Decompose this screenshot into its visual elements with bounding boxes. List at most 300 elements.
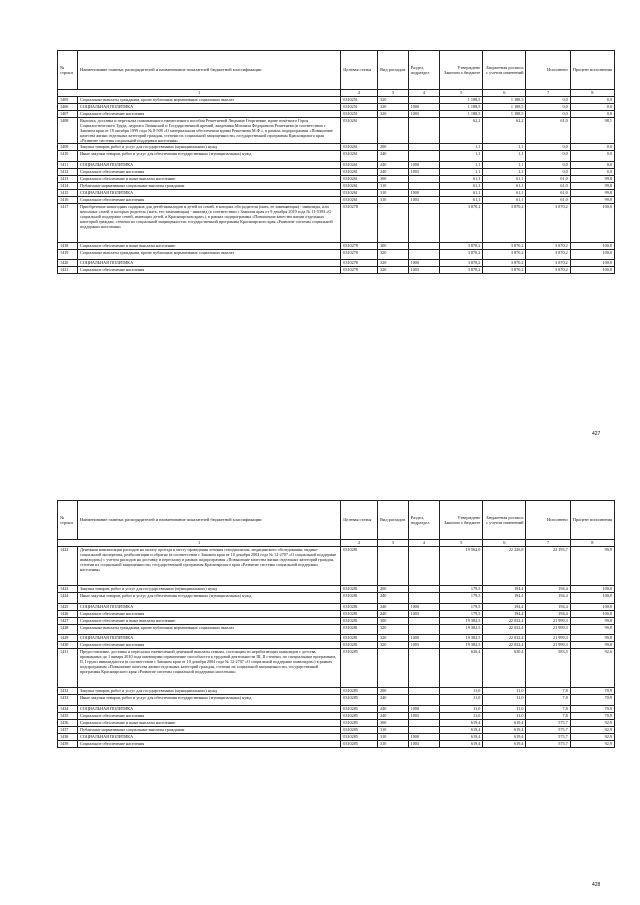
row-name: Социальное обеспечение населения xyxy=(78,197,341,204)
row-target-article: 0310278 xyxy=(341,204,378,243)
row-name: Иные закупки товаров, работ и услуг для обеспечения государственных (муниципальных) нужд xyxy=(78,695,341,706)
row-expense-type: 240 xyxy=(378,611,409,618)
table-row xyxy=(58,162,615,169)
row-approved: 1,1 xyxy=(440,151,483,162)
row-percent: 99,8 xyxy=(570,635,614,642)
row-number: 1434 xyxy=(58,706,78,713)
row-section xyxy=(408,586,440,593)
row-section: 1003 xyxy=(408,267,440,274)
row-number: 1439 xyxy=(58,741,78,748)
row-budget-list: 11,0 xyxy=(483,713,526,720)
row-executed: 3 870,2 xyxy=(526,250,570,260)
row-budget-list: 1 188,5 xyxy=(483,97,526,104)
row-percent: 100,0 xyxy=(570,611,614,618)
row-expense-type: 320 xyxy=(378,635,409,642)
row-section xyxy=(408,97,440,104)
row-name: Социальное обеспечение населения xyxy=(78,169,341,176)
row-expense-type: 240 xyxy=(378,151,409,162)
row-section xyxy=(408,625,440,635)
row-expense-type: 320 xyxy=(378,97,409,104)
row-target-article: 0310278 xyxy=(341,243,378,250)
row-budget-list: 3 870,2 xyxy=(483,260,526,267)
table-row xyxy=(58,688,615,695)
row-number: 1429 xyxy=(58,635,78,642)
row-number: 1428 xyxy=(58,625,78,635)
row-approved: 19 382,5 xyxy=(440,625,483,635)
row-approved: 179,5 xyxy=(440,593,483,604)
row-name: Социальное обеспечение и иные выплаты населению xyxy=(78,618,341,625)
table-row xyxy=(58,642,615,649)
table-row xyxy=(58,695,615,706)
colnum: 1 xyxy=(58,90,341,97)
row-section xyxy=(408,151,440,162)
row-target-article: 0310285 xyxy=(341,695,378,706)
row-percent: 100,0 xyxy=(570,243,614,250)
row-executed: 7,8 xyxy=(526,688,570,695)
table-row xyxy=(58,144,615,151)
row-name: Иные закупки товаров, работ и услуг для обеспечения государственных (муниципальных) нужд xyxy=(78,151,341,162)
row-target-article: 0310261 xyxy=(341,197,378,204)
colnum: 1 xyxy=(58,540,341,547)
row-approved: 61,1 xyxy=(440,176,483,183)
row-target-article: 0310281 xyxy=(341,642,378,649)
row-percent: 70,9 xyxy=(570,713,614,720)
row-name: Социальное обеспечение и иные выплаты населению xyxy=(78,243,341,250)
row-expense-type xyxy=(378,118,409,144)
page-number: 427 xyxy=(592,431,601,437)
row-number: 1424 xyxy=(58,593,78,604)
row-budget-list: 619,4 xyxy=(483,734,526,741)
row-executed: 194,4 xyxy=(526,586,570,593)
row-number: 1422 xyxy=(58,547,78,586)
row-target-article: 0310261 xyxy=(341,162,378,169)
row-target-article: 0310278 xyxy=(341,250,378,260)
row-number: 1416 xyxy=(58,197,78,204)
row-section: 1000 xyxy=(408,190,440,197)
row-target-article: 0310261 xyxy=(341,169,378,176)
row-number: 1417 xyxy=(58,204,78,243)
row-target-article: 0310285 xyxy=(341,741,378,748)
row-percent: 99,8 xyxy=(570,190,614,197)
row-executed: 61,0 xyxy=(526,118,570,144)
row-budget-list: 194,4 xyxy=(483,586,526,593)
row-expense-type: 320 xyxy=(378,260,409,267)
table-row xyxy=(58,649,615,688)
row-target-article: 0310285 xyxy=(341,727,378,734)
header-no: № строки xyxy=(58,51,78,90)
colnum: 5 xyxy=(440,90,483,97)
row-budget-list: 630,4 xyxy=(483,649,526,688)
row-number: 1405 xyxy=(58,97,78,104)
column-number-row xyxy=(58,540,615,547)
row-section xyxy=(408,720,440,727)
row-budget-list: 61,1 xyxy=(483,183,526,190)
row-name: Закупка товаров, работ и услуг для государственных (муниципальных) нужд xyxy=(78,688,341,695)
header-rz: Раздел, подраздел xyxy=(408,501,440,540)
row-budget-list: 3 870,2 xyxy=(483,204,526,243)
row-expense-type: 310 xyxy=(378,741,409,748)
row-expense-type: 300 xyxy=(378,176,409,183)
page-number: 428 xyxy=(592,882,601,888)
row-budget-list: 1 188,5 xyxy=(483,104,526,111)
row-expense-type: 200 xyxy=(378,688,409,695)
row-section xyxy=(408,118,440,144)
row-percent: 100,0 xyxy=(570,593,614,604)
header-code: Целевая статья xyxy=(341,501,378,540)
row-percent: 99,8 xyxy=(570,183,614,190)
row-percent: 0,0 xyxy=(570,144,614,151)
row-name: Социальные выплаты гражданам, кроме публичных нормативных социальных выплат xyxy=(78,625,341,635)
row-approved: 1,1 xyxy=(440,144,483,151)
row-target-article: 0310261 xyxy=(341,190,378,197)
row-number: 1425 xyxy=(58,604,78,611)
table-row xyxy=(58,625,615,635)
row-number: 1431 xyxy=(58,649,78,688)
header-rospis: Бюджетная роспись с учетом изменений xyxy=(483,51,526,90)
table-row xyxy=(58,197,615,204)
table-row xyxy=(58,547,615,586)
table-row xyxy=(58,734,615,741)
row-expense-type: 240 xyxy=(378,604,409,611)
row-budget-list: 11,0 xyxy=(483,695,526,706)
row-target-article: 0310281 xyxy=(341,635,378,642)
colnum: 7 xyxy=(526,540,570,547)
row-section: 1000 xyxy=(408,734,440,741)
row-percent: 100,0 xyxy=(570,604,614,611)
header-rz: Раздел, подраздел xyxy=(408,51,440,90)
row-budget-list: 194,4 xyxy=(483,593,526,604)
row-name: Предоставление, доставка и пересылка ежемесячной денежной выплаты семьям, состоящим из неработающих инвалидов с детства, признанных до 1 января 2010 года имеющими ограничение способности к трудовой деятельности III, II степени, по специальным программам, II, I групп инвалидности (в соответствии с Законом края от 10 декабря 2004 года № 12-2707 «О социальной поддержке инвалидов») в рамках подпрограммы «Повышение качества жизни отдельных категорий граждан, степени их социальной защищенности» государственной программы Красноярского края «Развитие системы социальной поддержки населения» xyxy=(78,649,341,688)
row-number: 1411 xyxy=(58,162,78,169)
row-name: СОЦИАЛЬНАЯ ПОЛИТИКА xyxy=(78,706,341,713)
row-number: 1408 xyxy=(58,118,78,144)
row-percent: 99,9 xyxy=(570,547,614,586)
row-expense-type: 300 xyxy=(378,618,409,625)
row-executed: 575,7 xyxy=(526,741,570,748)
row-number: 1409 xyxy=(58,144,78,151)
colnum: 2 xyxy=(341,90,378,97)
row-number: 1421 xyxy=(58,267,78,274)
table-row xyxy=(58,635,615,642)
row-percent: 70,9 xyxy=(570,695,614,706)
row-percent: 0,0 xyxy=(570,169,614,176)
row-budget-list: 22 032,4 xyxy=(483,642,526,649)
table-row xyxy=(58,267,615,274)
header-name: Наименование главных распорядителей и наименование показателей бюджетной классификации xyxy=(78,501,341,540)
colnum: 2 xyxy=(341,540,378,547)
row-number: 1406 xyxy=(58,104,78,111)
row-expense-type: 310 xyxy=(378,734,409,741)
column-number-row xyxy=(58,90,615,97)
row-target-article: 0310261 xyxy=(341,151,378,162)
row-name: Закупка товаров, работ и услуг для государственных (муниципальных) нужд xyxy=(78,144,341,151)
row-percent: 70,9 xyxy=(570,688,614,695)
row-section xyxy=(408,547,440,586)
row-expense-type xyxy=(378,204,409,243)
row-name: Приобретение новогодних подарков для детей-инвалидов и детей из семей, в которых оба родителя (мать, ее заменяющая) - инвалиды, или неполных семей, в которых родитель (мать, его заменяющая) - инвалид (в соответствии с Законом края от 9 декабря 2010 года № 11-5393 «О социальной поддержке семей, имеющих детей, в Красноярском крае»), в рамках подпрограммы «Повышение качества жизни отдельных категорий граждан, степени их социальной защищенности» государственной программы Красноярского края «Развитие системы социальной поддержки населения» xyxy=(78,204,341,243)
row-section: 1003 xyxy=(408,169,440,176)
row-name: СОЦИАЛЬНАЯ ПОЛИТИКА xyxy=(78,604,341,611)
row-name: Социальное обеспечение населения xyxy=(78,267,341,274)
colnum: 8 xyxy=(570,540,614,547)
row-expense-type: 240 xyxy=(378,593,409,604)
table-row xyxy=(58,741,615,748)
row-budget-list: 3 870,2 xyxy=(483,243,526,250)
row-percent: 99,8 xyxy=(570,618,614,625)
row-expense-type: 320 xyxy=(378,111,409,118)
table-row xyxy=(58,190,615,197)
row-expense-type: 310 xyxy=(378,197,409,204)
row-expense-type: 300 xyxy=(378,243,409,250)
row-name: Публичные нормативные социальные выплаты гражданам xyxy=(78,183,341,190)
row-section xyxy=(408,688,440,695)
row-section xyxy=(408,176,440,183)
row-executed: 61,0 xyxy=(526,190,570,197)
row-section xyxy=(408,618,440,625)
row-expense-type: 240 xyxy=(378,162,409,169)
header-procent: Процент исполнения xyxy=(570,51,614,90)
row-section xyxy=(408,144,440,151)
row-name: СОЦИАЛЬНАЯ ПОЛИТИКА xyxy=(78,190,341,197)
row-approved: 1,1 xyxy=(440,169,483,176)
row-executed: 0,0 xyxy=(526,169,570,176)
row-section: 1003 xyxy=(408,713,440,720)
row-executed: 0,0 xyxy=(526,104,570,111)
row-target-article: 0310281 xyxy=(341,618,378,625)
row-budget-list: 22 226,8 xyxy=(483,547,526,586)
row-number: 1407 xyxy=(58,111,78,118)
row-approved: 11,0 xyxy=(440,713,483,720)
row-executed: 194,4 xyxy=(526,604,570,611)
row-executed: 22 193,7 xyxy=(526,547,570,586)
row-name: Социальное обеспечение населения xyxy=(78,611,341,618)
header-zakon: Утверждено Законом о бюджете xyxy=(440,501,483,540)
row-budget-list: 61,1 xyxy=(483,176,526,183)
table-row xyxy=(58,260,615,267)
colnum: 6 xyxy=(483,90,526,97)
row-executed: 583,5 xyxy=(526,649,570,688)
header-ispolneno: Исполнено xyxy=(526,501,570,540)
row-approved: 61,1 xyxy=(440,190,483,197)
table-row xyxy=(58,611,615,618)
table-row xyxy=(58,720,615,727)
row-expense-type: 240 xyxy=(378,169,409,176)
row-budget-list: 1,1 xyxy=(483,162,526,169)
table-row xyxy=(58,713,615,720)
row-target-article: 0310285 xyxy=(341,713,378,720)
row-target-article: 0310251 xyxy=(341,111,378,118)
table-row xyxy=(58,97,615,104)
row-section: 1003 xyxy=(408,111,440,118)
row-expense-type: 320 xyxy=(378,625,409,635)
row-expense-type xyxy=(378,649,409,688)
row-name: Иные закупки товаров, работ и услуг для обеспечения государственных (муниципальных) нужд xyxy=(78,593,341,604)
row-expense-type: 240 xyxy=(378,695,409,706)
document-page-427 xyxy=(0,0,640,452)
row-section xyxy=(408,183,440,190)
header-code: Целевая статья xyxy=(341,51,378,90)
row-budget-list: 1,1 xyxy=(483,169,526,176)
row-budget-list: 11,0 xyxy=(483,688,526,695)
row-section xyxy=(408,649,440,688)
row-expense-type: 310 xyxy=(378,183,409,190)
row-section xyxy=(408,695,440,706)
row-budget-list: 619,4 xyxy=(483,720,526,727)
row-executed: 61,0 xyxy=(526,197,570,204)
row-number: 1427 xyxy=(58,618,78,625)
row-approved: 19 382,5 xyxy=(440,635,483,642)
row-section: 1003 xyxy=(408,741,440,748)
row-expense-type: 320 xyxy=(378,267,409,274)
table-row xyxy=(58,727,615,734)
table-body-page-2 xyxy=(58,547,615,748)
row-budget-list: 62,2 xyxy=(483,118,526,144)
row-executed: 575,7 xyxy=(526,720,570,727)
row-approved: 19 382,5 xyxy=(440,642,483,649)
row-expense-type: 320 xyxy=(378,104,409,111)
row-percent: 99,8 xyxy=(570,176,614,183)
header-rospis: Бюджетная роспись с учетом изменений xyxy=(483,501,526,540)
row-approved: 1 188,5 xyxy=(440,97,483,104)
table-row xyxy=(58,586,615,593)
row-target-article: 0310251 xyxy=(341,104,378,111)
row-budget-list: 61,1 xyxy=(483,190,526,197)
row-percent: 92,9 xyxy=(570,720,614,727)
row-section xyxy=(408,204,440,243)
row-budget-list: 194,4 xyxy=(483,611,526,618)
row-target-article: 0310285 xyxy=(341,649,378,688)
row-approved: 179,5 xyxy=(440,611,483,618)
table-row xyxy=(58,183,615,190)
table-row xyxy=(58,706,615,713)
row-number: 1437 xyxy=(58,727,78,734)
row-executed: 0,0 xyxy=(526,111,570,118)
row-budget-list: 1,1 xyxy=(483,144,526,151)
row-approved: 619,4 xyxy=(440,741,483,748)
row-name: Социальное обеспечение и иные выплаты населению xyxy=(78,720,341,727)
row-number: 1419 xyxy=(58,250,78,260)
row-expense-type: 240 xyxy=(378,713,409,720)
row-number: 1430 xyxy=(58,642,78,649)
row-expense-type: 300 xyxy=(378,720,409,727)
row-section xyxy=(408,593,440,604)
row-number: 1433 xyxy=(58,695,78,706)
row-budget-list: 22 032,4 xyxy=(483,635,526,642)
row-target-article: 0310281 xyxy=(341,611,378,618)
row-percent: 0,0 xyxy=(570,97,614,104)
row-number: 1435 xyxy=(58,713,78,720)
row-section: 1000 xyxy=(408,604,440,611)
row-percent: 100,0 xyxy=(570,586,614,593)
row-executed: 7,8 xyxy=(526,706,570,713)
row-section: 1003 xyxy=(408,611,440,618)
row-approved: 619,4 xyxy=(440,727,483,734)
table-row xyxy=(58,243,615,250)
row-target-article: 0310278 xyxy=(341,267,378,274)
row-approved: 3 870,2 xyxy=(440,204,483,243)
row-section xyxy=(408,243,440,250)
row-budget-list: 11,0 xyxy=(483,706,526,713)
row-target-article: 0310278 xyxy=(341,260,378,267)
budget-table-page-1 xyxy=(57,50,615,274)
colnum: 3 xyxy=(378,90,409,97)
row-number: 1423 xyxy=(58,586,78,593)
row-percent: 99,8 xyxy=(570,197,614,204)
row-name: Публичные нормативные социальные выплаты гражданам xyxy=(78,727,341,734)
row-number: 1414 xyxy=(58,183,78,190)
row-name: Социальное обеспечение населения xyxy=(78,642,341,649)
header-zakon: Утверждено Законом о бюджете xyxy=(440,51,483,90)
colnum: 6 xyxy=(483,540,526,547)
row-name: СОЦИАЛЬНАЯ ПОЛИТИКА xyxy=(78,260,341,267)
row-name: Социальные выплаты гражданам, кроме публичных нормативных социальных выплат xyxy=(78,250,341,260)
row-name: СОЦИАЛЬНАЯ ПОЛИТИКА xyxy=(78,104,341,111)
row-percent: 92,6 xyxy=(570,649,614,688)
row-executed: 3 870,2 xyxy=(526,260,570,267)
row-name: Выплата, доставка и пересылка пожизненного ежемесячного пособия Решетневой Людмиле Георгиевне, вдове почётного Героя Социалистического Труда, лауреата Ленинской и Государственной премий, академика Михаила Федоровича Решетнева (в соответствии с Законом края от 18 октября 1999 года № 8-508 «О материальном обеспечении вдовы Решетнева М.Ф.», в рамках подпрограммы «Повышение качества жизни отдельных категорий граждан, степени их социальной защищенности» государственной программы Красноярского края «Развитие системы социальной поддержки населения» xyxy=(78,118,341,144)
colnum: 7 xyxy=(526,90,570,97)
row-approved: 1 188,5 xyxy=(440,111,483,118)
row-name: Социальное обеспечение и иные выплаты населению xyxy=(78,176,341,183)
row-percent: 0,0 xyxy=(570,151,614,162)
row-number: 1436 xyxy=(58,720,78,727)
row-executed: 3 870,2 xyxy=(526,243,570,250)
row-name: СОЦИАЛЬНАЯ ПОЛИТИКА xyxy=(78,734,341,741)
row-executed: 21 999,3 xyxy=(526,625,570,635)
row-number: 1415 xyxy=(58,190,78,197)
row-executed: 575,7 xyxy=(526,734,570,741)
row-percent: 100,0 xyxy=(570,204,614,243)
row-executed: 3 870,2 xyxy=(526,204,570,243)
row-budget-list: 1,1 xyxy=(483,151,526,162)
table-row xyxy=(58,618,615,625)
row-budget-list: 61,1 xyxy=(483,197,526,204)
row-executed: 21 999,3 xyxy=(526,618,570,625)
row-approved: 1,1 xyxy=(440,162,483,169)
table-body-page-1 xyxy=(58,97,615,274)
row-executed: 0,0 xyxy=(526,97,570,104)
row-name: Социальное обеспечение населения xyxy=(78,111,341,118)
row-budget-list: 619,4 xyxy=(483,741,526,748)
row-target-article: 0310281 xyxy=(341,593,378,604)
row-expense-type: 200 xyxy=(378,144,409,151)
colnum: 8 xyxy=(570,90,614,97)
row-executed: 7,8 xyxy=(526,695,570,706)
row-budget-list: 194,4 xyxy=(483,604,526,611)
row-percent: 0,0 xyxy=(570,104,614,111)
header-no: № строки xyxy=(58,501,78,540)
row-percent: 0,0 xyxy=(570,111,614,118)
row-approved: 19 562,0 xyxy=(440,547,483,586)
row-number: 1432 xyxy=(58,688,78,695)
table-row xyxy=(58,593,615,604)
row-approved: 1 188,5 xyxy=(440,104,483,111)
row-budget-list: 1 188,5 xyxy=(483,111,526,118)
row-name: Социальные выплаты гражданам, кроме публичных нормативных социальных выплат xyxy=(78,97,341,104)
row-approved: 179,5 xyxy=(440,604,483,611)
row-expense-type: 310 xyxy=(378,727,409,734)
row-section: 1000 xyxy=(408,104,440,111)
row-target-article: 0310261 xyxy=(341,118,378,144)
header-name: Наименование главных распорядителей и наименование показателей бюджетной классификации xyxy=(78,51,341,90)
row-executed: 575,7 xyxy=(526,727,570,734)
row-approved: 61,1 xyxy=(440,183,483,190)
row-target-article: 0310261 xyxy=(341,183,378,190)
row-percent: 100,0 xyxy=(570,260,614,267)
row-section xyxy=(408,250,440,260)
row-number: 1418 xyxy=(58,243,78,250)
row-executed: 0,0 xyxy=(526,162,570,169)
